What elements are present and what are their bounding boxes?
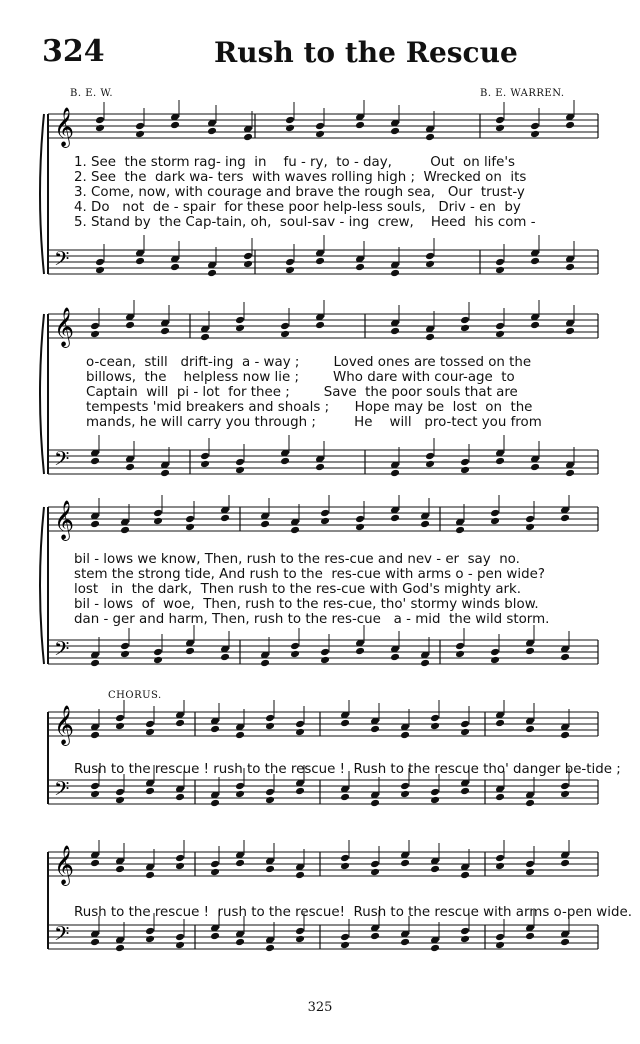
lyric-line: 1. See the storm rag- ing in fu - ry, to - day, Out on life's (74, 155, 516, 170)
svg-text:𝄞: 𝄞 (54, 845, 75, 885)
note-head (265, 700, 275, 730)
note-head (430, 700, 440, 730)
note-head (495, 919, 505, 949)
svg-text:𝄢: 𝄢 (54, 637, 70, 665)
note-head (185, 501, 195, 531)
note-head (235, 840, 245, 867)
lyric-line: 2. See the dark wa- ters with waves rolling high ; Wrecked on its (74, 170, 527, 185)
note-head (95, 102, 105, 132)
note-head (295, 706, 305, 736)
note-head (495, 244, 505, 274)
lyric-line: 5. Stand by the Cap-tain, oh, soul-sav - ing crew, Heed his com - (74, 215, 536, 230)
note-head (425, 238, 435, 268)
note-head (210, 846, 220, 876)
note-head (235, 444, 245, 474)
note-head (320, 634, 330, 664)
note-head (95, 244, 105, 274)
note-head (175, 919, 185, 949)
note-head (153, 495, 163, 525)
music-credit: B. E. WARREN. (480, 88, 565, 99)
note-head (460, 706, 470, 736)
chorus-lyric-line: Rush to the rescue ! rush to the rescue! Rush to the rescue with arms o-pen wide. (74, 905, 632, 920)
note-head (495, 102, 505, 132)
note-head (90, 840, 100, 867)
note-head (125, 300, 135, 329)
hymn-number: 324 (42, 34, 105, 69)
note-head (235, 302, 245, 332)
note-head (490, 634, 500, 664)
note-head (220, 495, 230, 522)
svg-text:𝄞: 𝄞 (54, 705, 75, 745)
note-head (135, 108, 145, 138)
note-head (560, 495, 570, 522)
lyric-line: billows, the helpless now lie ; Who dare with cour-age to (86, 370, 515, 385)
note-head (525, 501, 535, 531)
note-head (455, 628, 465, 658)
note-head (530, 300, 540, 329)
note-head (200, 438, 210, 468)
page-number: 325 (307, 1000, 333, 1015)
note-head (530, 108, 540, 138)
note-head (120, 628, 130, 658)
note-head (495, 700, 505, 727)
chorus-label: CHORUS. (108, 690, 162, 701)
note-head (280, 308, 290, 338)
svg-text:𝄢: 𝄢 (54, 247, 70, 275)
svg-text:𝄞: 𝄞 (54, 107, 75, 147)
lyric-line: tempests 'mid breakers and shoals ; Hope may be lost on the (86, 400, 533, 415)
lyric-line: bil - lows of woe, Then, rush to the res-cue, tho' stormy winds blow. (74, 597, 539, 612)
note-head (153, 634, 163, 664)
lyric-line: o-cean, still drift-ing a - way ; Loved ones are tossed on the (86, 355, 532, 370)
note-head (115, 700, 125, 730)
lyric-line: mands, he will carry you through ; He will pro-tect you from (86, 415, 542, 430)
note-head (265, 774, 275, 804)
svg-text:𝄢: 𝄢 (54, 447, 70, 475)
note-head (460, 444, 470, 474)
note-head (320, 495, 330, 525)
note-head (290, 628, 300, 658)
chorus-lyric-line: Rush to the rescue ! rush to the rescue ! Rush to the rescue tho' danger be-tide ; (74, 762, 621, 777)
lyric-line: dan - ger and harm, Then, rush to the res-cue a - mid the wild storm. (74, 612, 550, 627)
note-head (285, 244, 295, 274)
lyric-line: bil - lows we know, Then, rush to the res-cue and nev - er say no. (74, 552, 520, 567)
note-head (175, 840, 185, 870)
note-head (460, 302, 470, 332)
note-head (90, 308, 100, 338)
note-head (495, 308, 505, 338)
note-head (400, 840, 410, 867)
note-head (355, 501, 365, 531)
lyric-line: stem the strong tide, And rush to the res-cue with arms o - pen wide? (74, 567, 545, 582)
note-head (430, 774, 440, 804)
note-head (490, 495, 500, 525)
lyric-line: lost in the dark, Then rush to the res-cue with God's mighty ark. (74, 582, 522, 597)
note-head (565, 100, 575, 129)
note-head (340, 840, 350, 870)
svg-text:𝄞: 𝄞 (54, 307, 75, 347)
note-head (355, 100, 365, 129)
note-head (340, 700, 350, 727)
note-head (243, 238, 253, 268)
svg-text:𝄢: 𝄢 (54, 922, 70, 950)
lyric-line: 4. Do not de - spair for these poor help-less souls, Driv - en by (74, 200, 521, 215)
note-head (175, 700, 185, 727)
note-head (390, 495, 400, 522)
note-head (285, 102, 295, 132)
lyric-line: 3. Come, now, with courage and brave the rough sea, Our trust-y (74, 185, 525, 200)
note-head (315, 300, 325, 329)
note-head (425, 438, 435, 468)
lyric-line: Captain will pi - lot for thee ; Save the poor souls that are (86, 385, 518, 400)
note-head (315, 108, 325, 138)
note-head (115, 774, 125, 804)
svg-text:𝄞: 𝄞 (54, 500, 75, 540)
note-head (495, 840, 505, 870)
note-head (370, 846, 380, 876)
note-head (340, 919, 350, 949)
svg-text:𝄢: 𝄢 (54, 777, 70, 805)
note-head (170, 100, 180, 129)
words-credit: B. E. W. (70, 88, 114, 99)
hymn-title: Rush to the Rescue (214, 36, 518, 69)
note-head (560, 840, 570, 867)
note-head (145, 706, 155, 736)
note-head (525, 846, 535, 876)
